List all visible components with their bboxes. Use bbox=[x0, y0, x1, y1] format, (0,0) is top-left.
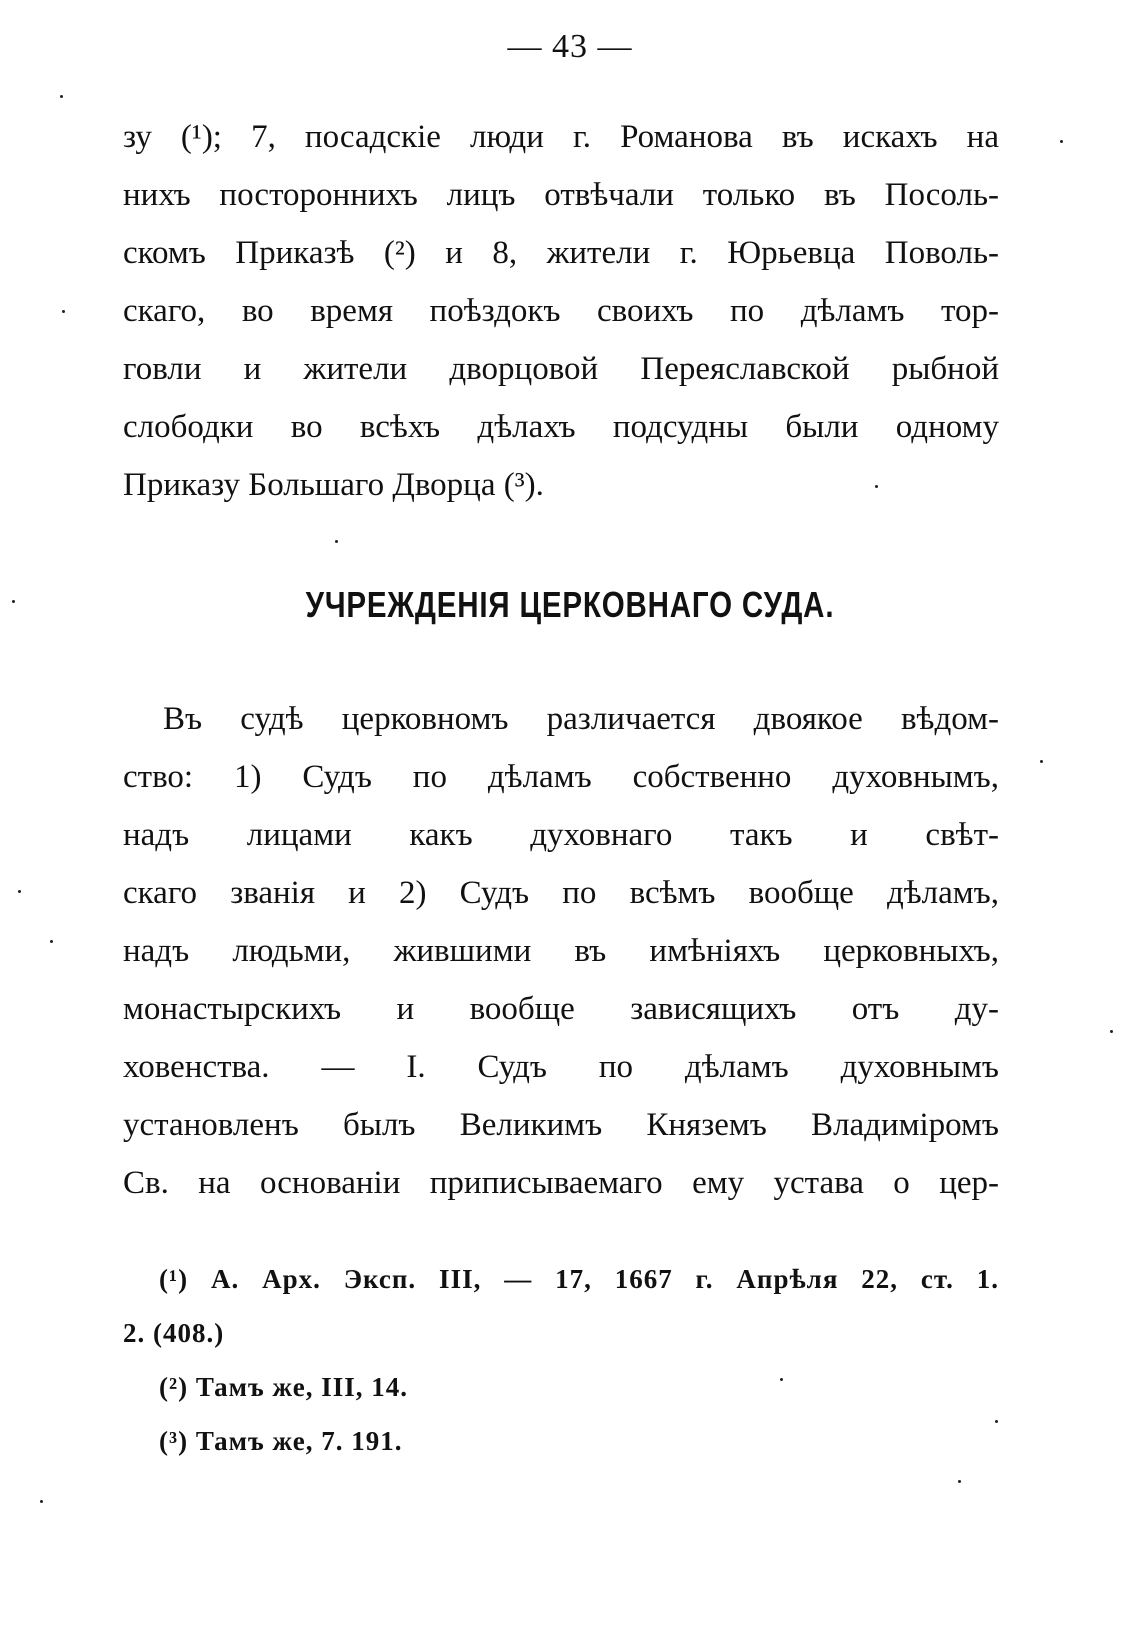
page-number: — 43 — bbox=[507, 28, 633, 65]
paragraph-1-line: Приказу Большаго Дворца (³). bbox=[123, 467, 544, 503]
scan-speck bbox=[1040, 760, 1043, 763]
scan-speck bbox=[50, 940, 53, 943]
paragraph-1-line: говли и жители дворцовой Переяславской рыбной bbox=[123, 351, 999, 387]
scan-speck bbox=[780, 1378, 783, 1381]
paragraph-2 bbox=[123, 690, 999, 1212]
paragraph-1-line: скомъ Приказѣ (²) и 8, жители г. Юрьевца Поволь- bbox=[123, 235, 999, 271]
paragraph-1-line: слободки во всѣхъ дѣлахъ подсудны были одному bbox=[123, 409, 999, 445]
footnote-1-continuation: 2. (408.) bbox=[123, 1318, 225, 1348]
footnote-2: (²) Тамъ же, III, 14. bbox=[159, 1372, 409, 1402]
footnote-1: (¹) А. Арх. Эксп. III, — 17, 1667 г. Апрѣля 22, ст. 1. bbox=[159, 1264, 999, 1294]
paragraph-1-line: нихъ постороннихъ лицъ отвѣчали только въ Посоль- bbox=[123, 177, 999, 213]
paragraph-2-line: Въ судѣ церковномъ различается двоякое вѣдом- bbox=[163, 701, 999, 737]
scan-speck bbox=[62, 310, 65, 313]
paragraph-2-line: скаго званія и 2) Судъ по всѣмъ вообще дѣламъ, bbox=[123, 875, 999, 911]
scan-speck bbox=[958, 1480, 961, 1483]
paragraph-2-line: монастырскихъ и вообще зависящихъ отъ ду- bbox=[123, 991, 999, 1027]
paragraph-2-line: ство: 1) Судъ по дѣламъ собственно духовнымъ, bbox=[123, 759, 999, 795]
paragraph-2-line: установленъ былъ Великимъ Княземъ Владиміромъ bbox=[123, 1107, 999, 1143]
scan-speck bbox=[12, 600, 15, 603]
paragraph-1 bbox=[123, 108, 999, 514]
scan-speck bbox=[18, 890, 21, 893]
paragraph-1-line: зу (¹); 7, посадскіе люди г. Романова въ искахъ на bbox=[123, 119, 999, 155]
scan-speck bbox=[40, 1500, 43, 1503]
scan-speck bbox=[995, 1420, 998, 1423]
footnotes bbox=[123, 1252, 999, 1468]
scan-speck bbox=[335, 540, 338, 543]
scan-speck bbox=[60, 95, 63, 98]
footnote-3: (³) Тамъ же, 7. 191. bbox=[159, 1426, 403, 1456]
scan-speck bbox=[1110, 1030, 1113, 1033]
paragraph-2-line: надъ лицами какъ духовнаго такъ и свѣт- bbox=[123, 817, 999, 853]
paragraph-2-line: Св. на основаніи приписываемаго ему устава о цер- bbox=[123, 1165, 999, 1201]
scan-speck bbox=[1060, 140, 1063, 143]
paragraph-2-line: ховенства. — I. Судъ по дѣламъ духовнымъ bbox=[123, 1049, 999, 1085]
scan-speck bbox=[875, 485, 878, 488]
paragraph-1-line: скаго, во время поѣздокъ своихъ по дѣламъ тор- bbox=[123, 293, 999, 329]
paragraph-2-line: надъ людьми, жившими въ имѣніяхъ церковныхъ, bbox=[123, 933, 999, 969]
section-heading: УЧРЕЖДЕНІЯ ЦЕРКОВНАГО СУДА. bbox=[305, 584, 835, 625]
